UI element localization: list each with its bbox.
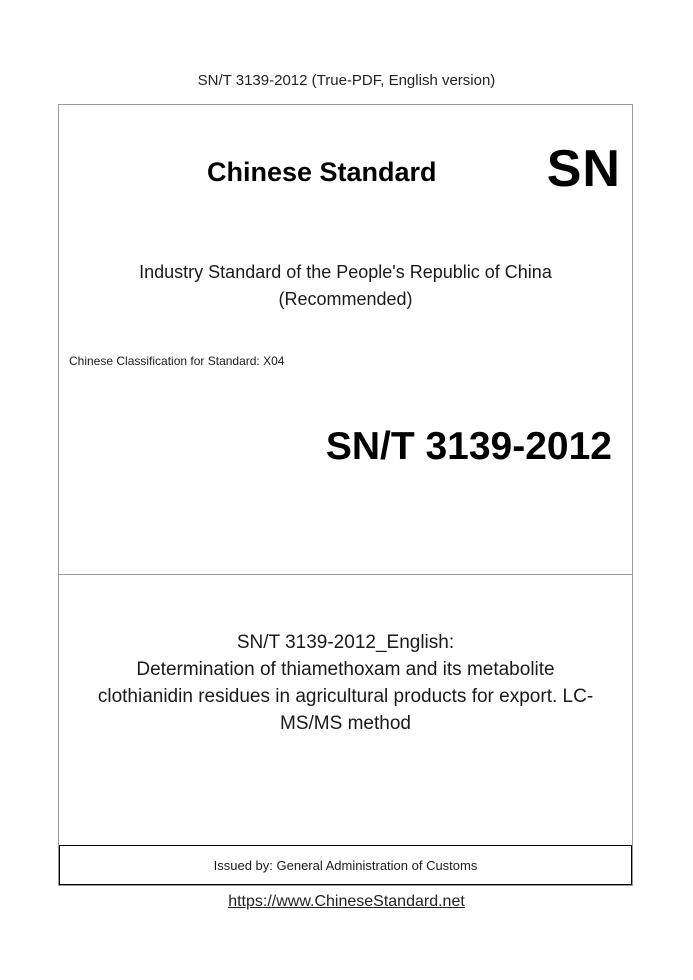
industry-standard-line: Industry Standard of the People's Republic of China [139,262,552,282]
industry-standard-statement [59,259,632,313]
issuer-box [59,845,632,885]
document-title [59,629,632,737]
title-line: MS/MS method [280,713,411,734]
classification-code: Chinese Classification for Standard: X04 [69,354,285,368]
title-line: SN/T 3139-2012_English: [236,632,455,653]
footer-website-link[interactable] [0,893,693,911]
document-type-title: Chinese Standard [207,157,437,187]
page-header: SN/T 3139-2012 (True-PDF, English version) [197,72,496,89]
website-link[interactable]: https://www.ChineseStandard.net [228,893,465,910]
cover-frame [58,104,633,886]
cover-top-section [59,105,632,575]
title-line: Determination of thiamethoxam and its metabolite [136,659,555,680]
title-line: clothianidin residues in agricultural products for export. LC- [97,686,594,707]
standard-number: SN/T 3139-2012 [325,425,612,468]
issuer-text: Issued by: General Administration of Customs [213,857,478,873]
standard-mark: SN [546,140,621,198]
recommended-label: (Recommended) [278,289,413,309]
